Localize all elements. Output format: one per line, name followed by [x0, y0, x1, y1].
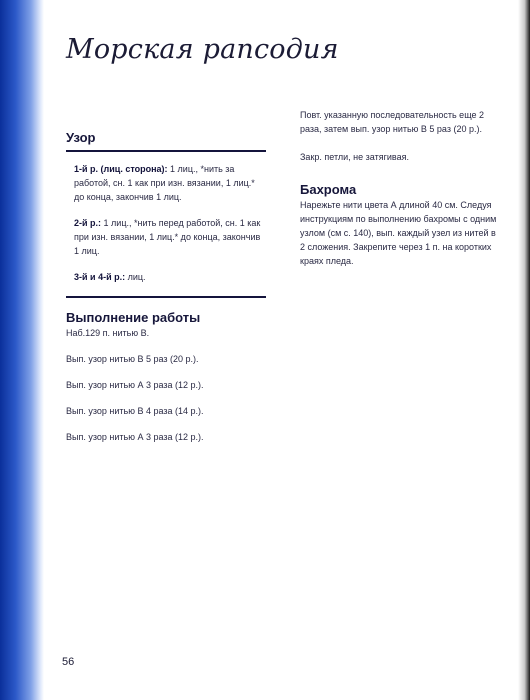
pattern-heading: Узор — [66, 130, 96, 145]
pattern-row-2-text: 1 лиц., *нить перед работой, сн. 1 как при изн. вязании, 1 лиц.* до конца, закончив 1 лиц. — [74, 218, 261, 256]
work-line-1: Наб.129 п. нитью В. — [66, 328, 150, 338]
page-edge-shadow — [518, 0, 530, 700]
work-section — [66, 310, 266, 444]
pattern-bottom-rule — [66, 296, 266, 298]
pattern-row-1-label: 1-й р. (лиц. сторона): — [74, 164, 168, 174]
pattern-row-3-text: лиц. — [125, 272, 146, 282]
work-heading: Выполнение работы — [66, 310, 201, 325]
work-line-4: Вып. узор нитью В 4 раза (14 р.). — [66, 406, 204, 416]
pattern-row-2-label: 2-й р.: — [74, 218, 102, 228]
right-column — [300, 108, 500, 268]
pattern-section — [66, 130, 266, 298]
page-number: 56 — [62, 656, 75, 668]
work-line-3: Вып. узор нитью А 3 раза (12 р.). — [66, 380, 204, 390]
page-title: Морская рапсодия — [66, 34, 339, 65]
left-column — [66, 130, 266, 444]
pattern-row-3-label: 3-й и 4-й р.: — [74, 272, 126, 282]
work-line-5: Вып. узор нитью А 3 раза (12 р.). — [66, 432, 204, 442]
pattern-row-1-text: 1 лиц., *нить за работой, сн. 1 как при изн. вязании, 1 лиц.* до конца, закончив 1 лиц. — [74, 164, 255, 202]
pattern-row-1 — [74, 162, 264, 204]
pattern-top-rule — [66, 150, 266, 152]
pattern-row-2 — [74, 216, 264, 258]
pattern-row-3 — [74, 270, 264, 284]
fringe-instructions: Нарежьте нити цвета А длиной 40 см. Следуя инструкциям по выполнению бахромы с одним узлом (см с. 140), вып. каждый узел из нитей в 2 сложения. Закрепите через 1 п. на коротких краях пледа. — [300, 200, 497, 266]
close-instruction: Закр. петли, не затягивая. — [300, 152, 409, 162]
repeat-instruction: Повт. указанную последовательность еще 2 раза, затем вып. узор нитью В 5 раз (20 р.). — [300, 110, 485, 134]
work-line-2: Вып. узор нитью В 5 раз (20 р.). — [66, 354, 199, 364]
decorative-blue-band — [0, 0, 44, 700]
fringe-heading: Бахрома — [300, 182, 357, 197]
